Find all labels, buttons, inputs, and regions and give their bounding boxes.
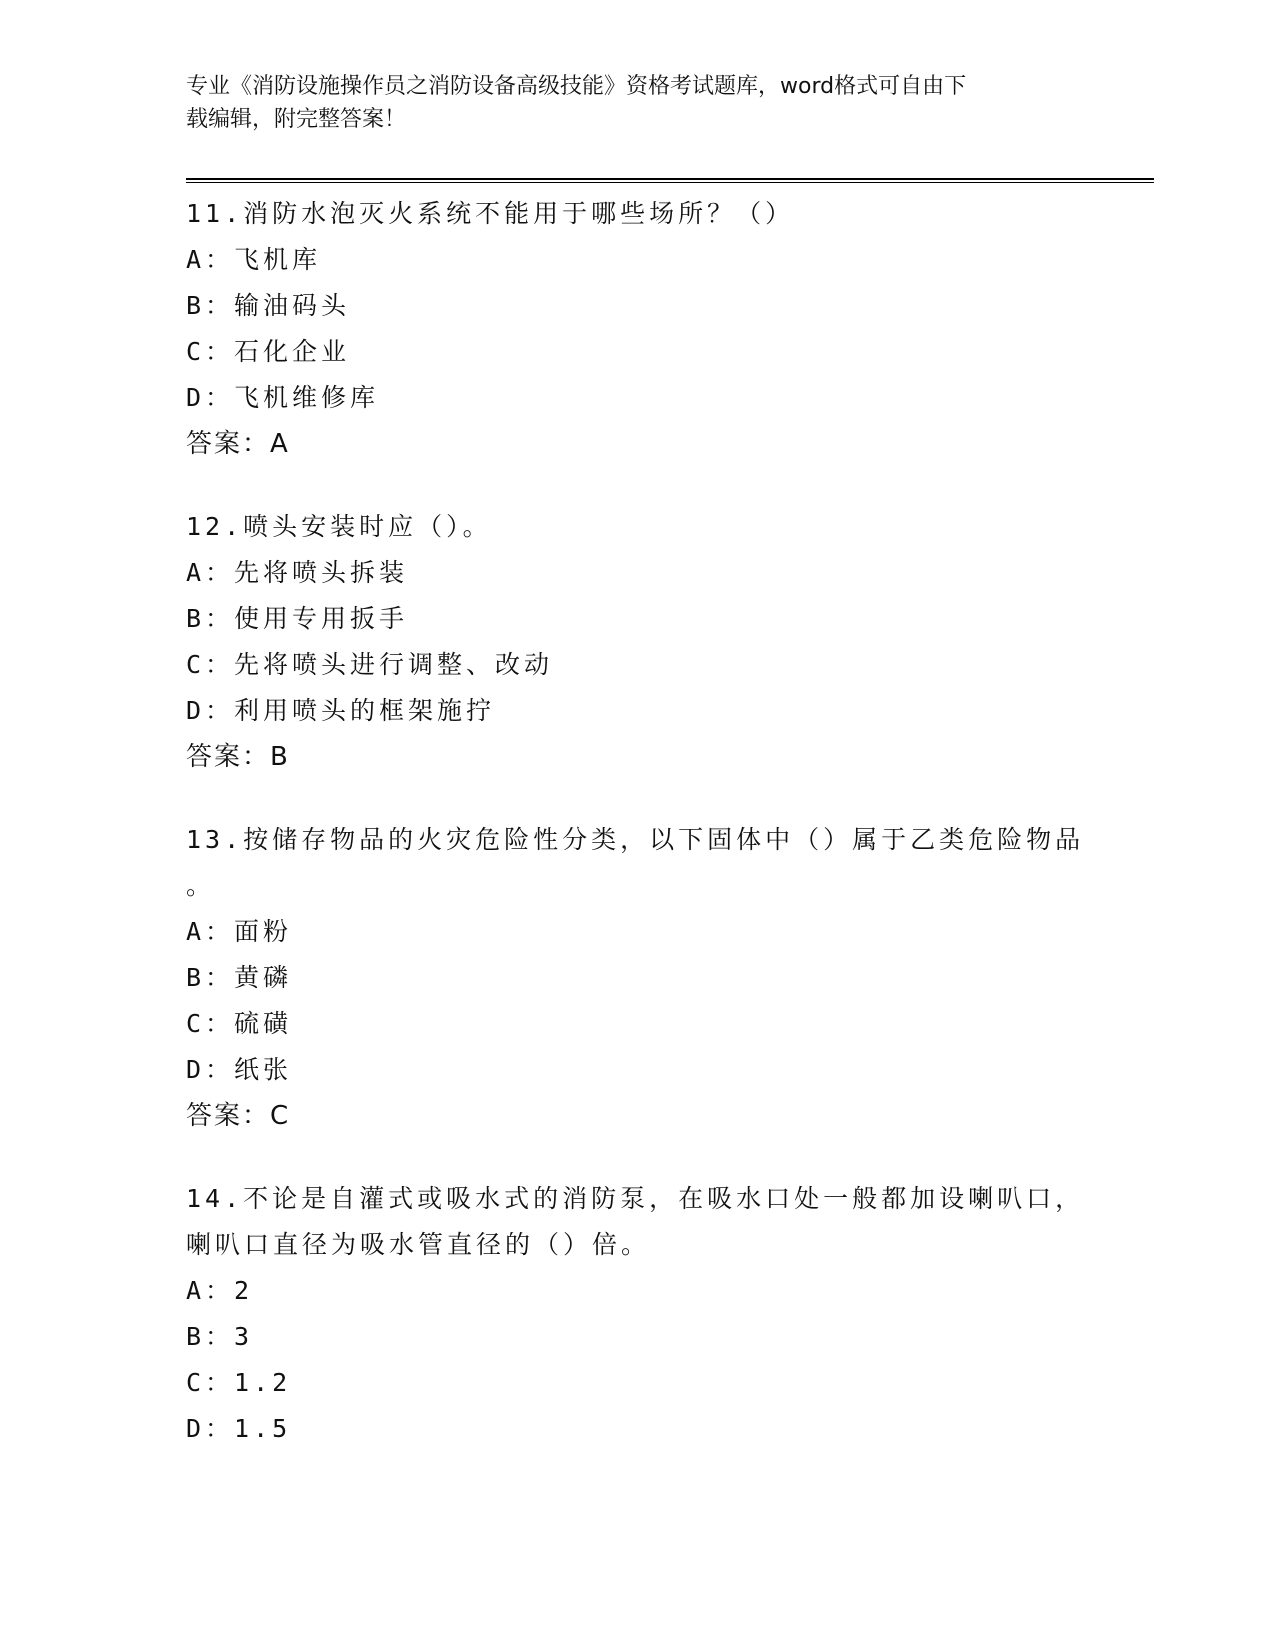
document-header <box>186 70 1066 136</box>
option-d: D：飞机维修库 <box>186 383 380 412</box>
answer-label: 答案：C <box>186 1101 291 1131</box>
question-stem-line-1: 13.按储存物品的火灾危险性分类，以下固体中（）属于乙类危险物品 <box>186 825 1085 854</box>
question-stem-line-2: 喇叭口直径为吸水管直径的（）倍。 <box>186 1230 651 1259</box>
question-stem: 11.消防水泡灭火系统不能用于哪些场所？（） <box>186 199 795 228</box>
option-b: B：黄磷 <box>186 963 293 992</box>
answer-label: 答案：B <box>186 742 290 772</box>
option-d: D：纸张 <box>186 1055 293 1084</box>
question-11 <box>186 191 1086 467</box>
option-d: D：1.5 <box>186 1414 292 1443</box>
question-stem: 12.喷头安装时应（）。 <box>186 512 492 541</box>
option-a: A：2 <box>186 1276 254 1305</box>
option-c: C：石化企业 <box>186 337 351 366</box>
question-stem-line-1: 14.不论是自灌式或吸水式的消防泵，在吸水口处一般都加设喇叭口， <box>186 1184 1085 1213</box>
option-c: C：先将喷头进行调整、改动 <box>186 650 554 679</box>
question-stem-line-2: 。 <box>186 871 216 900</box>
option-a: A：飞机库 <box>186 245 322 274</box>
option-c: C：1.2 <box>186 1368 292 1397</box>
option-b: B：3 <box>186 1322 254 1351</box>
header-line-2: 载编辑，附完整答案！ <box>186 107 407 132</box>
option-b: B：输油码头 <box>186 291 351 320</box>
header-divider-thin <box>186 182 1154 183</box>
answer-label: 答案：A <box>186 429 290 459</box>
question-14 <box>186 1176 1086 1452</box>
question-list <box>186 191 1086 1489</box>
option-c: C：硫磺 <box>186 1009 293 1038</box>
option-b: B：使用专用扳手 <box>186 604 409 633</box>
header-divider-thick <box>186 178 1154 180</box>
option-a: A：先将喷头拆装 <box>186 558 409 587</box>
option-d: D：利用喷头的框架施拧 <box>186 696 496 725</box>
header-line-1: 专业《消防设施操作员之消防设备高级技能》资格考试题库，word格式可自由下 <box>186 74 967 99</box>
option-a: A：面粉 <box>186 917 293 946</box>
question-13 <box>186 817 1086 1139</box>
question-12 <box>186 504 1086 780</box>
